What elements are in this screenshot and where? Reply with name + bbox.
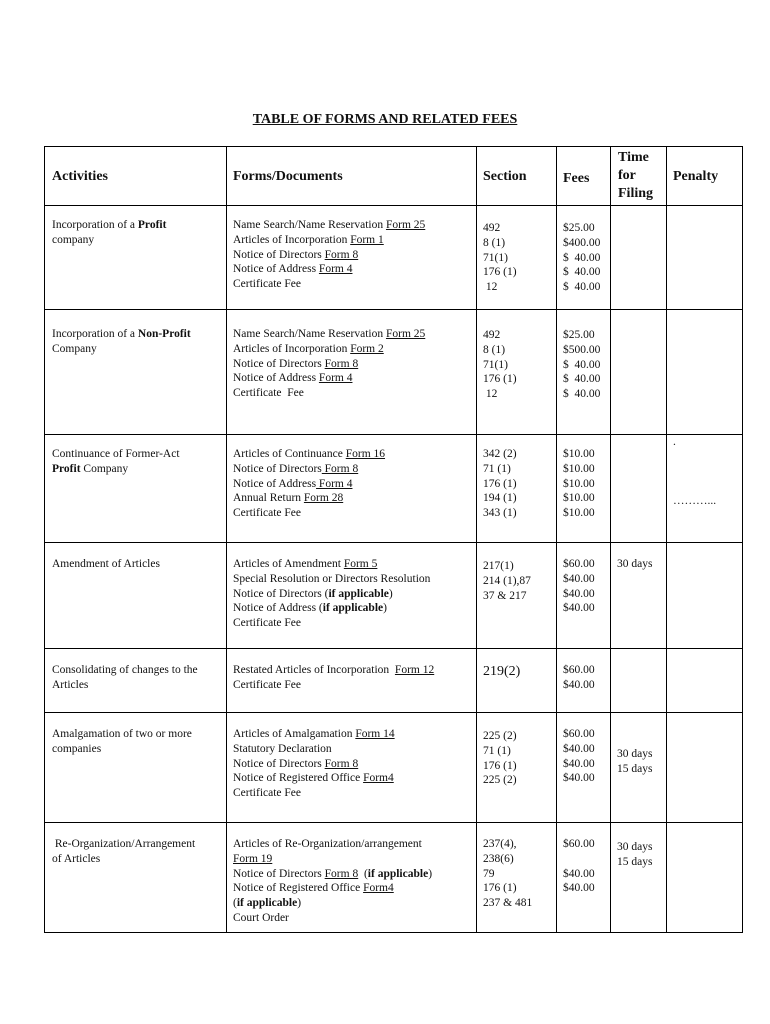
section-cell [477, 823, 557, 933]
form-line [233, 852, 472, 867]
fees-cell [557, 543, 611, 649]
activity-text: Company [80, 462, 129, 475]
form-link[interactable]: Form 14 [355, 728, 395, 740]
section-value: 71 (1) [483, 744, 511, 757]
form-link[interactable]: Form 8 [324, 248, 359, 261]
form-line [233, 678, 472, 693]
form-line [233, 837, 472, 852]
form-link[interactable]: Form 1 [350, 233, 384, 246]
section-value: 176 (1) [483, 477, 517, 490]
form-line [233, 342, 472, 357]
forms-cell [227, 713, 477, 823]
section-value: 194 (1) [483, 492, 517, 505]
section-cell [477, 543, 557, 649]
section-value: 225 (2) [483, 774, 517, 787]
activity-text: company [52, 233, 95, 246]
section-value: 176 (1) [483, 266, 517, 279]
form-line [233, 506, 472, 521]
form-link[interactable]: Form 8 [324, 867, 359, 880]
cell-text: if applicable [322, 602, 384, 615]
cell-text: Notice of Directors [233, 757, 325, 770]
section-value: 79 [483, 867, 495, 880]
cell-text: ( [358, 867, 368, 880]
form-line [233, 557, 472, 572]
section-cell [477, 206, 557, 310]
header-activities: Activities [45, 147, 227, 206]
section-value: 225 (2) [483, 730, 517, 742]
section-value: 12 [483, 281, 498, 294]
forms-cell [227, 310, 477, 435]
fees-cell [557, 435, 611, 543]
cell-text: Notice of Registered Office [233, 882, 364, 895]
form-link[interactable]: Form4 [363, 882, 394, 895]
fee-value: $ 40.00 [563, 388, 601, 401]
time-value: 15 days [617, 855, 653, 868]
header-row [45, 147, 743, 206]
cell-text: ( [233, 897, 237, 910]
cell-text: if applicable [328, 587, 389, 600]
fee-value: $ 40.00 [563, 281, 601, 294]
activity-cell [45, 435, 227, 543]
form-line [233, 386, 472, 401]
form-line [233, 277, 472, 292]
fee-value: $40.00 [563, 742, 595, 755]
form-line [233, 233, 472, 248]
table-row [45, 713, 743, 823]
fee-value: $10.00 [563, 492, 595, 505]
header-time-line: Time [618, 150, 649, 165]
section-value: 492 [483, 222, 501, 234]
header-time-for-filing [611, 147, 667, 206]
activity-text: Incorporation of a [52, 219, 138, 231]
table-row [45, 543, 743, 649]
section-value: 8 (1) [483, 236, 506, 249]
time-cell [611, 713, 667, 823]
cell-text: if applicable [236, 897, 298, 910]
form-line [233, 601, 472, 616]
penalty-cell [667, 310, 743, 435]
fee-value [563, 852, 608, 867]
form-line [233, 616, 472, 631]
fee-value: $40.00 [563, 772, 595, 785]
penalty-cell [667, 206, 743, 310]
section-value: 238(6) [483, 852, 514, 865]
section-value: 342 (2) [483, 448, 517, 460]
cell-text: Notice of Directors ( [233, 587, 329, 600]
cell-text: Articles of Re-Organization/arrangement [233, 838, 422, 850]
activity-cell [45, 206, 227, 310]
form-link[interactable]: Form 19 [233, 852, 273, 865]
form-line [233, 742, 472, 757]
penalty-cell [667, 543, 743, 649]
time-value: 30 days [617, 748, 653, 760]
section-value: 37 & 217 [483, 589, 527, 602]
fees-cell [557, 649, 611, 713]
fees-cell [557, 713, 611, 823]
time-cell [611, 435, 667, 543]
activity-text: Incorporation of a [52, 328, 138, 340]
form-line [233, 357, 472, 372]
fee-value: $40.00 [563, 572, 595, 585]
activity-text: Amalgamation of two or more [52, 728, 192, 740]
section-value: 237(4), [483, 838, 517, 850]
page-title: TABLE OF FORMS AND RELATED FEES [252, 112, 518, 127]
section-cell [477, 435, 557, 543]
penalty-cell [667, 823, 743, 933]
form-link[interactable]: Form 16 [345, 448, 386, 460]
cell-text: Certificate Fee [233, 678, 302, 691]
section-value: 71(1) [483, 358, 508, 371]
activity-cell [45, 543, 227, 649]
section-value: 343 (1) [483, 507, 517, 520]
fee-value: $400.00 [563, 236, 601, 249]
cell-text: ) [297, 897, 302, 910]
cell-text: Statutory Declaration [233, 742, 332, 755]
table-row [45, 823, 743, 933]
cell-text: Name Search/Name Reservation [233, 219, 386, 231]
form-line [233, 371, 472, 386]
section-value: 176 (1) [483, 882, 517, 895]
section-cell [477, 713, 557, 823]
cell-text: ) [388, 587, 393, 600]
activity-text: Articles [52, 678, 89, 691]
activity-text: companies [52, 742, 102, 755]
section-value: 71(1) [483, 251, 508, 264]
cell-text: Court Order [233, 911, 289, 924]
cell-text: Certificate Fee [233, 387, 304, 400]
fee-value: $40.00 [563, 882, 595, 895]
penalty-mark: ………... [673, 494, 717, 507]
cell-text: Articles of Amendment [233, 558, 344, 570]
fee-value: $ 40.00 [563, 358, 601, 371]
form-line [233, 757, 472, 772]
form-line [233, 663, 472, 678]
cell-text: Notice of Address ( [233, 602, 323, 615]
cell-text: Notice of Address [233, 263, 319, 276]
section-value: 176 (1) [483, 373, 517, 386]
form-link[interactable]: Form 25 [385, 219, 426, 231]
cell-text: Articles of Incorporation [233, 342, 351, 355]
header-fees: Fees [557, 147, 611, 206]
fee-value: $ 40.00 [563, 373, 601, 386]
form-line [233, 896, 472, 911]
form-link[interactable]: Form 25 [385, 328, 426, 340]
cell-text: Certificate Fee [233, 507, 302, 520]
form-link[interactable]: Form 8 [324, 757, 359, 770]
time-cell [611, 206, 667, 310]
form-line [233, 867, 472, 882]
penalty-cell [667, 435, 743, 543]
activity-text: Company [52, 342, 97, 355]
fees-cell [557, 823, 611, 933]
header-forms: Forms/Documents [227, 147, 477, 206]
fee-value: $60.00 [563, 558, 595, 570]
activity-cell [45, 823, 227, 933]
cell-text: Special Resolution or Directors Resolution [233, 572, 431, 585]
cell-text: Notice of Address [233, 372, 319, 385]
activity-cell [45, 713, 227, 823]
section-value: 71 (1) [483, 462, 511, 475]
time-cell [611, 310, 667, 435]
form-link[interactable]: Form 28 [303, 492, 344, 505]
penalty-cell [667, 713, 743, 823]
fee-value: $25.00 [563, 329, 595, 341]
fee-value: $40.00 [563, 867, 595, 880]
fee-value: $40.00 [563, 587, 595, 600]
activity-text: Continuance of Former-Act [52, 448, 180, 460]
table-row [45, 206, 743, 310]
activity-emphasis: Profit [52, 462, 81, 475]
forms-cell [227, 649, 477, 713]
fee-value: $ 40.00 [563, 251, 601, 264]
cell-text: Restated Articles of Incorporation [233, 664, 395, 676]
fee-value: $10.00 [563, 448, 595, 460]
header-for-line: for [618, 168, 636, 183]
fee-value: $60.00 [563, 838, 595, 850]
section-value: 217(1) [483, 560, 514, 572]
cell-text: Notice of Address [233, 477, 317, 490]
fee-value: $60.00 [563, 664, 595, 676]
cell-text: Articles of Incorporation [233, 233, 351, 246]
cell-text: Notice of Directors [233, 248, 325, 261]
form-line [233, 447, 472, 462]
activity-text: Consolidating of changes to the [52, 664, 198, 676]
form-line [233, 248, 472, 263]
form-link[interactable]: Form 8 [324, 357, 359, 370]
activity-cell [45, 310, 227, 435]
section-cell [477, 649, 557, 713]
fee-value: $40.00 [563, 757, 595, 770]
fee-value: $ 40.00 [563, 266, 601, 279]
time-cell [611, 543, 667, 649]
form-link[interactable]: Form 2 [350, 342, 384, 355]
table-row [45, 649, 743, 713]
activity-cell [45, 649, 227, 713]
activity-text: Re-Organization/Arrangement [52, 838, 196, 850]
section-cell [477, 310, 557, 435]
section-value: 492 [483, 329, 501, 341]
form-link[interactable]: Form 12 [394, 664, 435, 676]
cell-text: Articles of Continuance [233, 448, 346, 460]
section-value: 237 & 481 [483, 897, 533, 910]
cell-text: Notice of Registered Office [233, 772, 364, 785]
form-link[interactable]: Form 4 [318, 263, 353, 276]
table-row [45, 310, 743, 435]
form-link[interactable]: Form 5 [343, 558, 378, 570]
table-row [45, 435, 743, 543]
form-line [233, 727, 472, 742]
section-value: 8 (1) [483, 343, 506, 356]
cell-text: if applicable [367, 867, 429, 880]
form-link[interactable]: Form 4 [316, 477, 353, 490]
time-cell [611, 823, 667, 933]
form-line [233, 327, 472, 342]
header-section: Section [477, 147, 557, 206]
form-link[interactable]: Form4 [363, 772, 394, 785]
form-link[interactable]: Form 8 [321, 462, 359, 475]
activity-text: of Articles [52, 852, 101, 865]
time-value: 15 days [617, 762, 653, 775]
cell-text: Name Search/Name Reservation [233, 328, 386, 340]
form-line [233, 262, 472, 277]
section-value: 219(2) [483, 664, 521, 679]
activity-text: Amendment of Articles [52, 558, 160, 570]
penalty-mark: . [673, 436, 676, 448]
fees-cell [557, 206, 611, 310]
forms-cell [227, 206, 477, 310]
form-line [233, 477, 472, 492]
fee-value: $40.00 [563, 602, 595, 615]
fee-value: $500.00 [563, 343, 601, 356]
penalty-cell [667, 649, 743, 713]
fee-value: $10.00 [563, 507, 595, 520]
form-line [233, 218, 472, 233]
fee-value: $10.00 [563, 462, 595, 475]
fee-value: $40.00 [563, 678, 595, 691]
form-line [233, 911, 472, 926]
time-cell [611, 649, 667, 713]
time-value: 30 days [617, 841, 653, 853]
form-line [233, 881, 472, 896]
form-line [233, 587, 472, 602]
cell-text: Certificate Fee [233, 617, 302, 630]
time-value: 30 days [617, 558, 653, 570]
cell-text: Notice of Directors [233, 462, 322, 475]
forms-cell [227, 435, 477, 543]
cell-text: Certificate Fee [233, 278, 302, 291]
form-line [233, 786, 472, 801]
fees-table [44, 146, 743, 933]
forms-cell [227, 823, 477, 933]
fee-value: $25.00 [563, 222, 595, 234]
forms-cell [227, 543, 477, 649]
cell-text: Articles of Amalgamation [233, 728, 356, 740]
form-line [233, 771, 472, 786]
form-link[interactable]: Form 4 [318, 372, 353, 385]
cell-text: Certificate Fee [233, 787, 302, 800]
fee-value: $10.00 [563, 477, 595, 490]
header-penalty: Penalty [667, 147, 743, 206]
activity-emphasis: Profit [137, 219, 167, 231]
activity-emphasis: Non-Profit [137, 328, 191, 340]
form-line [233, 491, 472, 506]
fees-cell [557, 310, 611, 435]
section-value: 176 (1) [483, 759, 517, 772]
cell-text: Notice of Directors [233, 357, 325, 370]
section-value: 214 (1),87 [483, 574, 531, 587]
form-line [233, 572, 472, 587]
cell-text: ) [428, 867, 433, 880]
cell-text: Notice of Directors [233, 867, 325, 880]
form-line [233, 462, 472, 477]
fee-value: $60.00 [563, 728, 595, 740]
cell-text: Annual Return [233, 492, 304, 505]
section-value: 12 [483, 388, 498, 401]
header-filing-line: Filing [618, 186, 654, 201]
cell-text: ) [383, 602, 387, 615]
